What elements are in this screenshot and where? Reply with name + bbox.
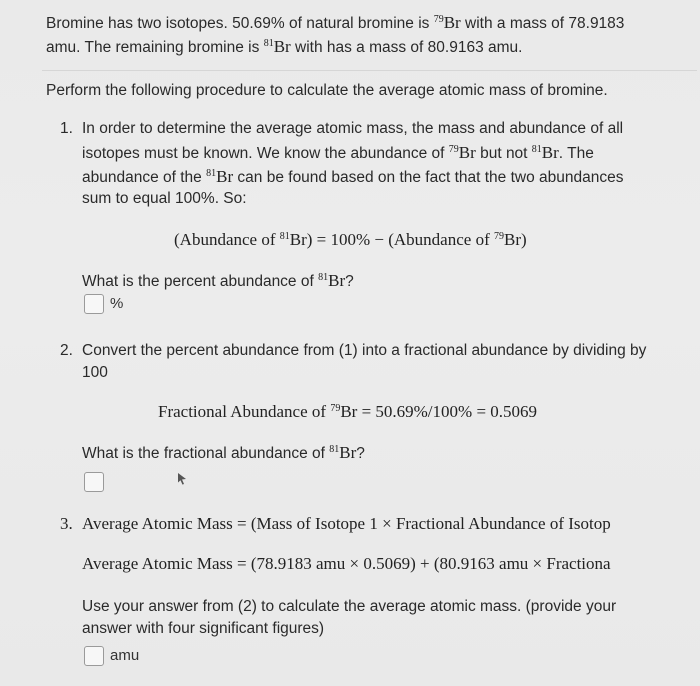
step-3-instruction-2: answer with four significant figures)	[82, 620, 325, 637]
answer-3-unit: amu	[110, 647, 140, 664]
abundance-equation: (Abundance of $^{81}$Br) = 100% − (Abundance of $^{79}$Br)	[174, 230, 527, 249]
mouse-cursor-icon	[176, 472, 188, 486]
answer-1-unit: %	[110, 295, 124, 312]
step-2-number: 2.	[60, 342, 73, 359]
step-2-line-1: Convert the percent abundance from (1) into a fractional abundance by dividing by	[82, 342, 647, 359]
step-1-line-1: In order to determine the average atomic mass, the mass and abundance of all	[82, 120, 624, 137]
answer-2-input[interactable]	[84, 472, 104, 492]
intro-line-1: Bromine has two isotopes. 50.69% of natural bromine is $^{79}$Br with a mass of 78.9183	[46, 13, 625, 32]
step-3-equation-2: Average Atomic Mass = (78.9183 amu × 0.5069) + (80.9163 amu × Fractiona	[82, 554, 611, 573]
step-3-instruction-1: Use your answer from (2) to calculate the average atomic mass. (provide your	[82, 598, 617, 615]
question-2: What is the fractional abundance of $^{81}$Br?	[82, 443, 365, 462]
step-1-line-3: abundance of the $^{81}$Br can be found based on the fact that the two abundances	[82, 167, 624, 186]
divider	[42, 70, 697, 71]
fractional-equation: Fractional Abundance of $^{79}$Br = 50.69%/100% = 0.5069	[158, 402, 538, 421]
answer-3-input[interactable]	[84, 646, 104, 666]
step-1-line-2: isotopes must be known. We know the abundance of $^{79}$Br but not $^{81}$Br. The	[82, 143, 594, 162]
step-3-equation-1: Average Atomic Mass = (Mass of Isotope 1 × Fractional Abundance of Isotop	[82, 514, 611, 533]
step-2-line-2: 100	[82, 364, 108, 381]
step-1-line-4: sum to equal 100%. So:	[82, 190, 247, 207]
instruction-text: Perform the following procedure to calculate the average atomic mass of bromine.	[46, 82, 608, 99]
intro-line-2: amu. The remaining bromine is $^{81}$Br with has a mass of 80.9163 amu.	[46, 37, 523, 56]
question-1: What is the percent abundance of $^{81}$Br?	[82, 271, 354, 290]
step-1-number: 1.	[60, 120, 73, 137]
step-3-number: 3.	[60, 514, 73, 533]
answer-1-input[interactable]	[84, 294, 104, 314]
